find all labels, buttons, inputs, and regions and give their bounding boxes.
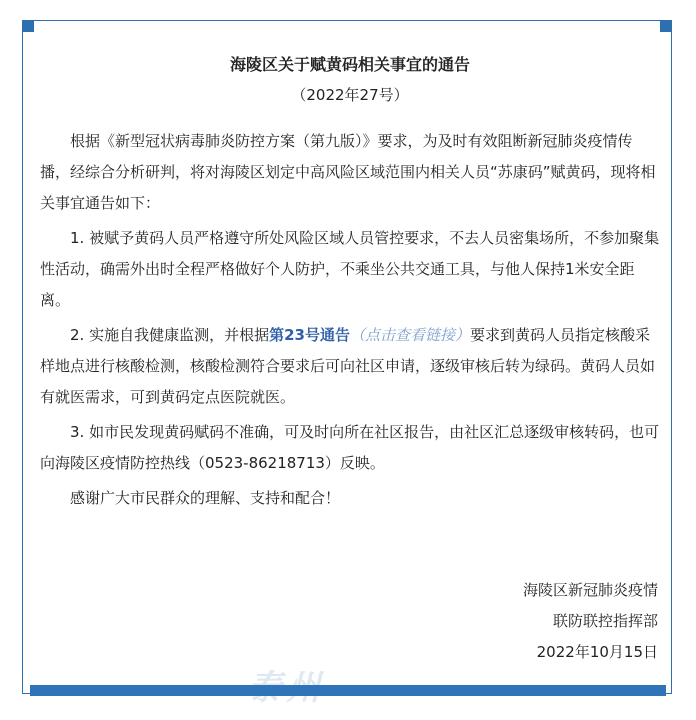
notice-title: 海陵区关于赋黄码相关事宜的通告 [229, 55, 470, 74]
signature-block [523, 575, 658, 668]
item-3-paragraph: 3. 如市民发现黄码赋码不准确，可及时向所在社区报告，由社区汇总逐级审核转码，也可向海陵区疫情防控热线（0523-86218713）反映。 [40, 423, 660, 472]
signature-org-line-1: 海陵区新冠肺炎疫情 [522, 581, 658, 599]
signature-org-line-2: 联防联控指挥部 [552, 612, 658, 630]
notice-body [40, 50, 660, 518]
intro-paragraph: 根据《新型冠状病毒肺炎防控方案（第九版）》要求，为及时有效阻断新冠肺炎疫情传播，经综合分析研判，将对海陵区划定中高风险区域范围内相关人员“苏康码”赋黄码，现将相关事宜通告如下： [40, 132, 656, 212]
signature-date: 2022年10月15日 [536, 643, 658, 661]
item-2-suffix: 要求到黄码人员指定核酸采样地点进行核酸检测，核酸检测符合要求后可向社区申请，逐级审核后转为绿码。黄码人员如有就医需求，可到黄码定点医院就医。 [40, 326, 656, 406]
notice-23-link[interactable]: 第23号通告 [269, 326, 350, 344]
item-1-paragraph: 1. 被赋予黄码人员严格遵守所处风险区域人员管控要求，不去人员密集场所，不参加聚集性活动，确需外出时全程严格做好个人防护，不乘坐公共交通工具，与他人保持1米安全距离。 [40, 229, 660, 309]
frame-corner-top-left [22, 20, 34, 32]
item-2-paragraph [40, 320, 660, 413]
bottom-bar [30, 685, 666, 696]
frame-corner-top-right [660, 20, 672, 32]
thanks-paragraph: 感谢广大市民群众的理解、支持和配合！ [70, 489, 341, 507]
notice-doc-number: （2022年27号） [291, 86, 409, 104]
item-2-prefix: 2. 实施自我健康监测，并根据 [70, 326, 270, 344]
click-to-view-link[interactable]: （点击查看链接） [349, 326, 470, 344]
